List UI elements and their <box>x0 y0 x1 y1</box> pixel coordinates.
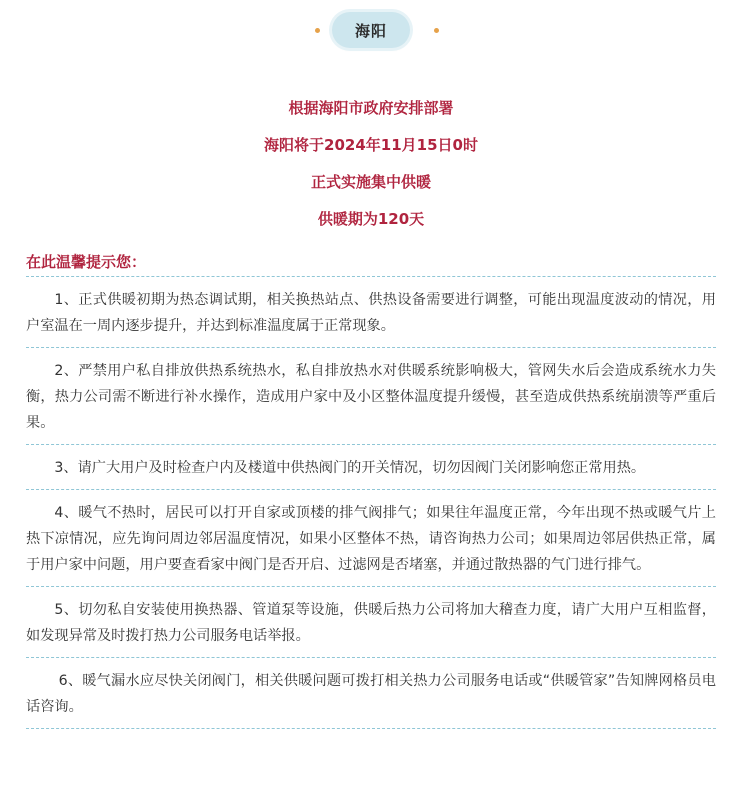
tips-heading: 在此温馨提示您： <box>26 248 716 277</box>
region-badge: 海阳 <box>332 12 410 48</box>
tip-item-3: 3、请广大用户及时检查户内及楼道中供热阀门的开关情况，切勿因阀门关闭影响您正常用热。 <box>26 445 716 490</box>
header <box>26 0 716 60</box>
tip-item-5: 5、切勿私自安装使用换热器、管道泵等设施，供暖后热力公司将加大稽查力度，请广大用户互相监督，如发现异常及时拨打热力公司服务电话举报。 <box>26 587 716 658</box>
announcement-line: 根据海阳市政府安排部署 <box>288 99 454 117</box>
announcement-line: 正式实施集中供暖 <box>310 173 431 191</box>
decorative-dot-left <box>315 28 320 33</box>
announcement <box>26 90 716 238</box>
decorative-dot-right <box>434 28 439 33</box>
tip-item-2: 2、严禁用户私自排放供热系统热水，私自排放热水对供暖系统影响极大，管网失水后会造成系统水力失衡，热力公司需不断进行补水操作，造成用户家中及小区整体温度提升缓慢，甚至造成供热系统崩溃等严重后果。 <box>26 348 716 445</box>
announcement-line: 海阳将于2024年11月15日0时 <box>264 136 478 154</box>
tip-item-1: 1、正式供暖初期为热态调试期，相关换热站点、供热设备需要进行调整，可能出现温度波动的情况，用户室温在一周内逐步提升，并达到标准温度属于正常现象。 <box>26 277 716 348</box>
tip-item-6: 6、暖气漏水应尽快关闭阀门，相关供暖问题可拨打相关热力公司服务电话或“供暖管家”告知牌网格员电话咨询。 <box>26 658 716 729</box>
announcement-line: 供暖期为120天 <box>317 210 425 228</box>
tip-item-4: 4、暖气不热时，居民可以打开自家或顶楼的排气阀排气；如果往年温度正常，今年出现不热或暖气片上热下凉情况，应先询问周边邻居温度情况，如果小区整体不热，请咨询热力公司；如果周边邻居供热正常，属于用户家中问题，用户要查看家中阀门是否开启、过滤网是否堵塞，并通过散热器的气门进行排气。 <box>26 490 716 587</box>
